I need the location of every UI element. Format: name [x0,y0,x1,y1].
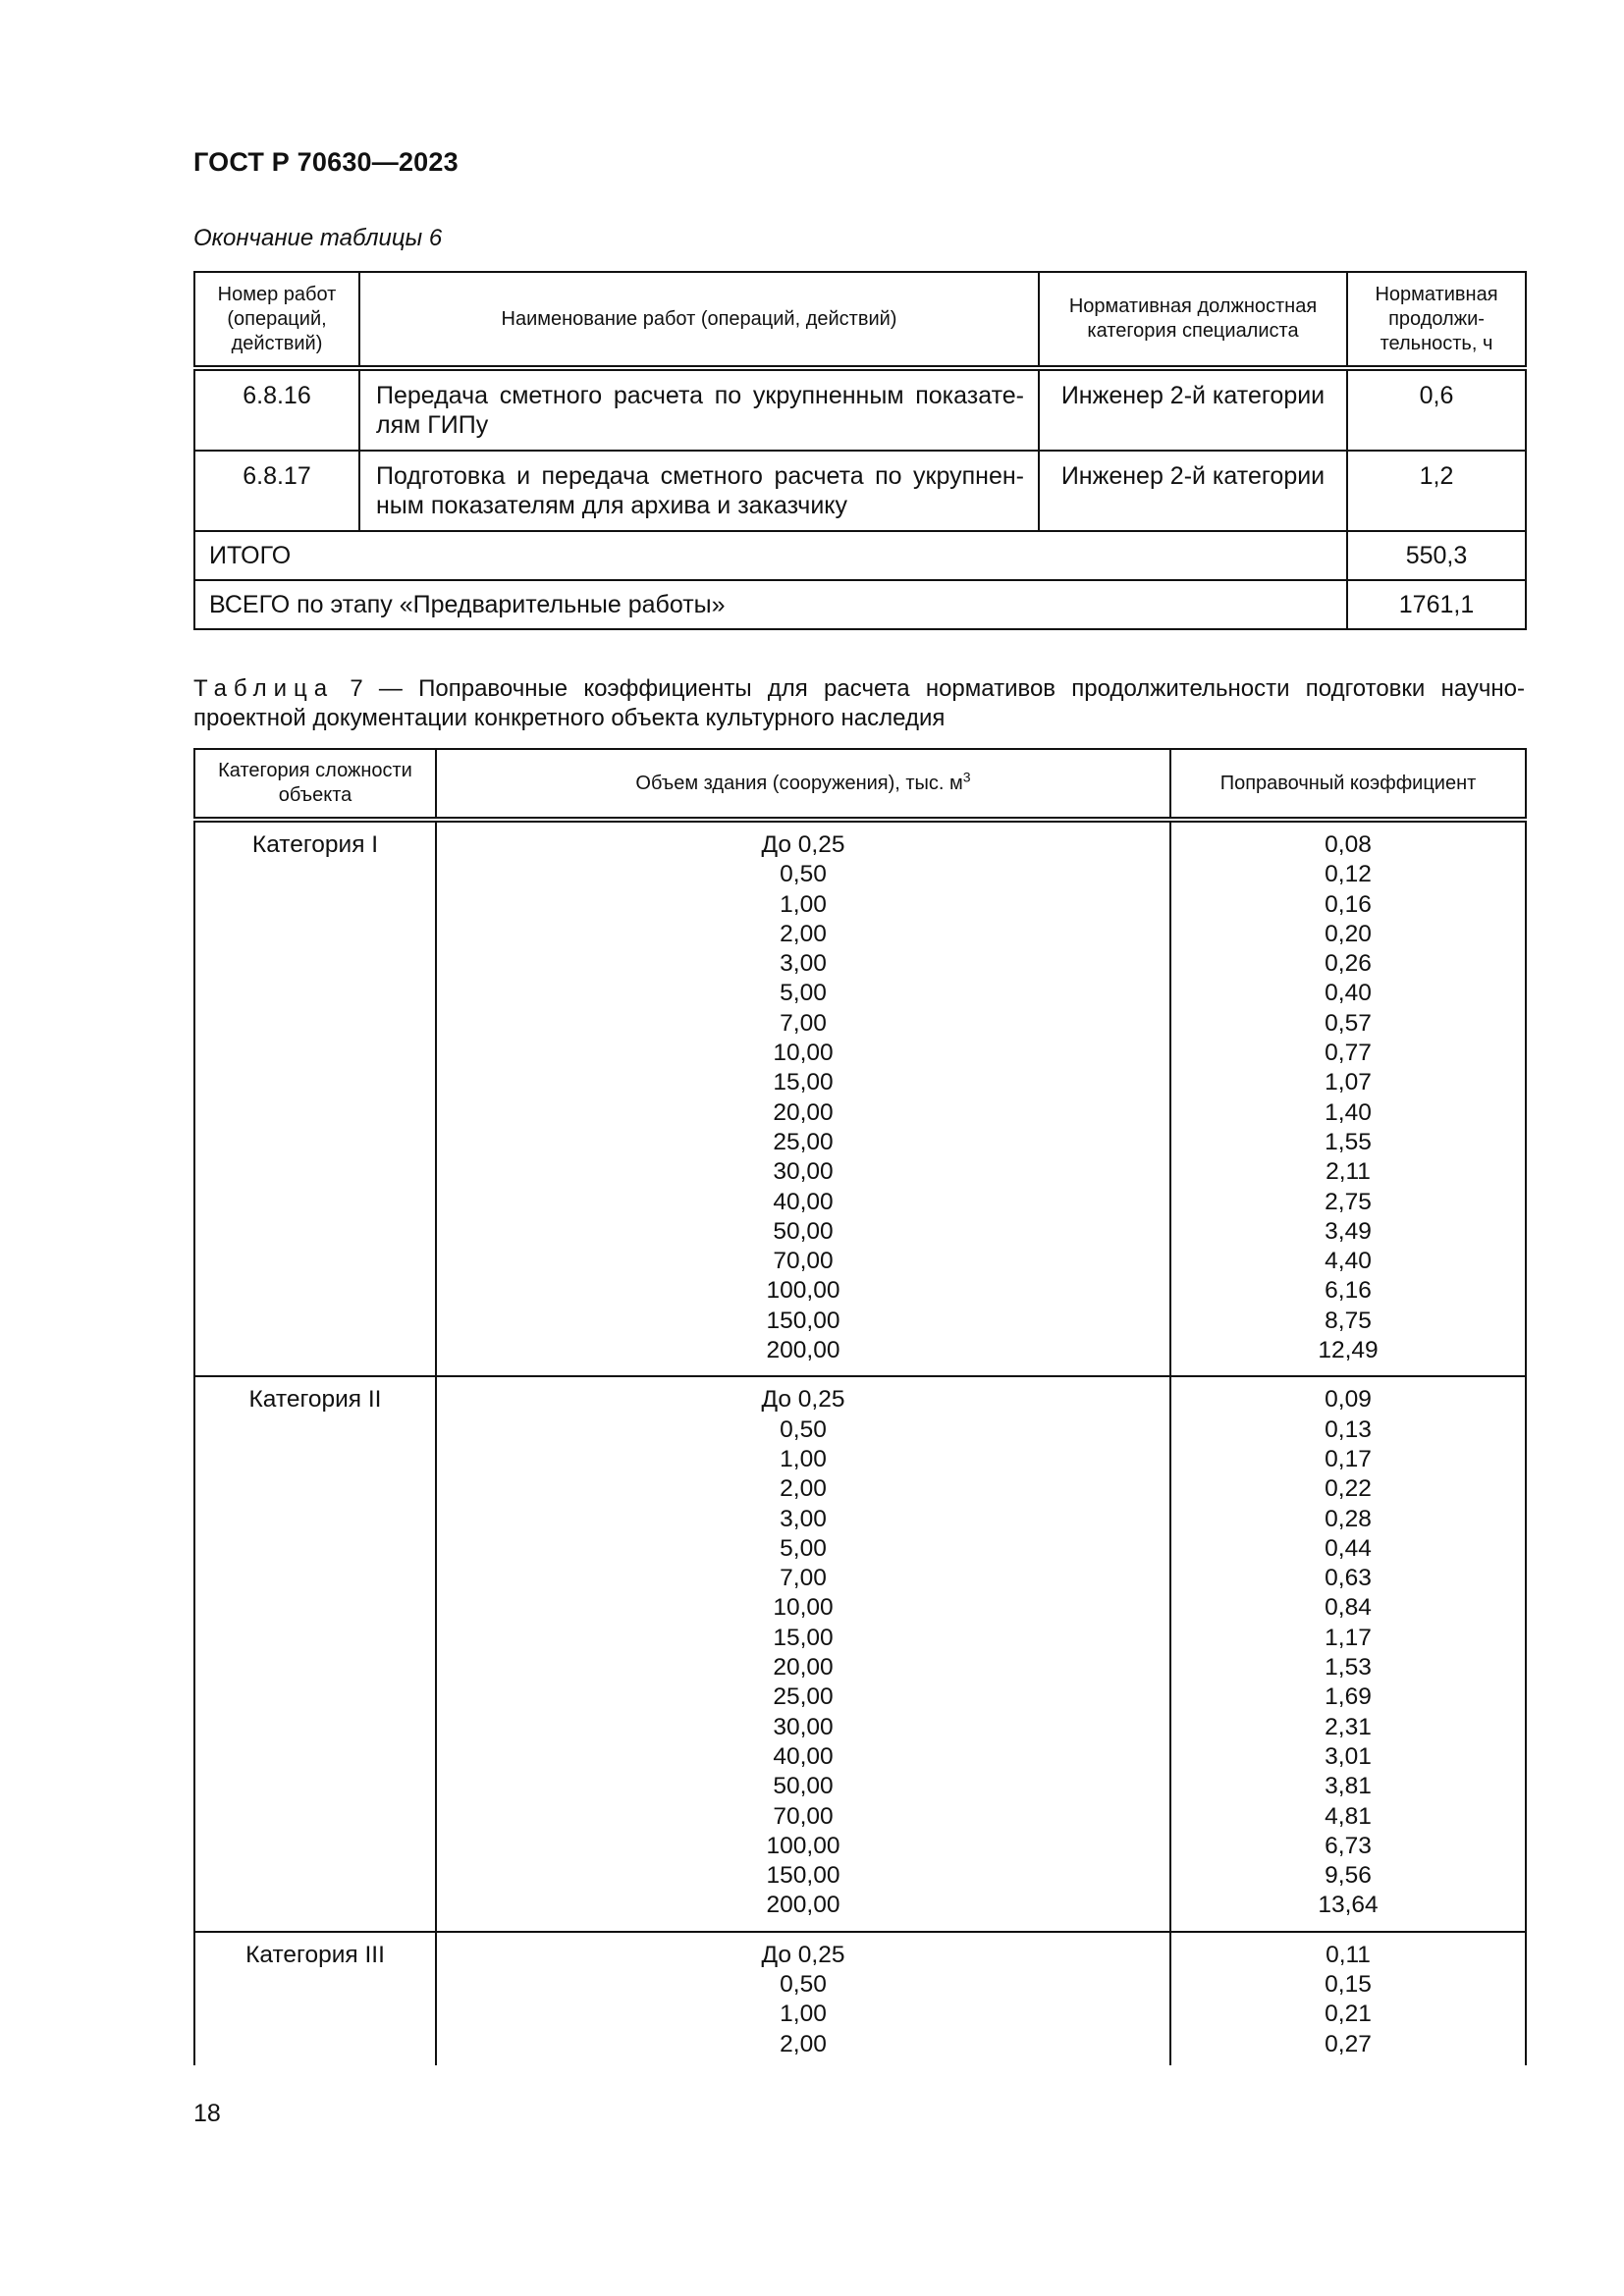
total-value: 1761,1 [1347,580,1526,629]
table-6 [193,271,1527,630]
standard-title: ГОСТ Р 70630—2023 [193,147,459,177]
work-number: 6.8.16 [194,368,359,451]
coefficient-value: 0,44 [1325,1534,1372,1562]
coefficient-cell [1170,820,1526,1376]
volume-value: 150,00 [766,1307,840,1334]
table7-caption [193,674,1525,733]
table7-header-volume [436,749,1170,820]
coefficient-value: 0,22 [1325,1475,1372,1503]
volume-value: 0,50 [780,1415,827,1443]
table7-header-volume-text: Объем здания (сооружения), тыс. м [635,772,963,794]
table6-header-name: Наименование работ (операций, действий) [359,272,1039,368]
volume-value: 2,00 [780,2030,827,2057]
coefficient-value: 0,20 [1325,920,1372,947]
category-label: Категория III [245,1941,385,1968]
volume-value: 25,00 [773,1683,834,1711]
volume-value: 25,00 [773,1128,834,1155]
category-cell [194,820,436,1376]
volume-value: До 0,25 [761,1941,845,1968]
coefficient-value: 4,40 [1325,1248,1372,1275]
coefficient-value: 1,17 [1325,1624,1372,1651]
coefficient-value: 0,09 [1325,1386,1372,1414]
table-row [194,368,1526,451]
volume-cell [436,1376,1170,1931]
table6-header-category: Нормативная должностная категория специалиста [1039,272,1347,368]
volume-value: 100,00 [766,1832,840,1859]
coefficient-value: 0,26 [1325,950,1372,978]
coefficient-cell [1170,1932,1526,2065]
coefficient-value: 1,69 [1325,1683,1372,1711]
volume-value: 150,00 [766,1862,840,1890]
coefficient-value: 0,40 [1325,980,1372,1007]
volume-value: 1,00 [780,2001,827,2028]
volume-cell [436,820,1170,1376]
volume-value: 3,00 [780,1505,827,1532]
volume-value: 15,00 [773,1624,834,1651]
specialist-category: Инженер 2-й категории [1039,368,1347,451]
volume-value: 1,00 [780,890,827,918]
coefficient-cell [1170,1376,1526,1931]
table7-header-coefficient: Поправочный коэффициент [1170,749,1526,820]
coefficient-value: 0,84 [1325,1594,1372,1622]
coefficient-value: 2,11 [1326,1158,1371,1186]
volume-value: 70,00 [773,1248,834,1275]
volume-value: 2,00 [780,1475,827,1503]
table7-caption-text: 7 — Поправочные коэффициенты для расчета нормативов продолжительности подготовки научно-проектной документации конкретного объекта культурного наследия [193,675,1525,731]
category-cell [194,1376,436,1931]
coefficient-value: 0,27 [1325,2030,1372,2057]
volume-value: 30,00 [773,1713,834,1740]
volume-value: 3,00 [780,950,827,978]
table6-header-duration: Нормативная продолжи-тельность, ч [1347,272,1526,368]
table6-header-row [194,272,1526,368]
total-label: ВСЕГО по этапу «Предварительные работы» [194,580,1347,629]
volume-value: 5,00 [780,980,827,1007]
table6-header-number: Номер работ (операций, действий) [194,272,359,368]
specialist-category: Инженер 2-й категории [1039,451,1347,531]
volume-value: 20,00 [773,1098,834,1126]
coefficient-value: 3,49 [1325,1217,1372,1245]
coefficient-value: 3,81 [1325,1773,1372,1800]
work-duration: 1,2 [1347,451,1526,531]
category-group-row [194,820,1526,1376]
table-row [194,451,1526,531]
table6-continuation-caption: Окончание таблицы 6 [193,225,443,251]
coefficient-value: 0,57 [1325,1009,1372,1037]
subtotal-row [194,531,1526,580]
coefficient-value: 9,56 [1325,1862,1372,1890]
subtotal-value: 550,3 [1347,531,1526,580]
volume-value: До 0,25 [761,1386,845,1414]
volume-cell [436,1932,1170,2065]
coefficient-value: 1,07 [1325,1069,1372,1096]
table7-header-row [194,749,1526,820]
volume-value: 7,00 [780,1009,827,1037]
coefficient-value: 1,55 [1325,1128,1372,1155]
total-row [194,580,1526,629]
volume-value: 30,00 [773,1158,834,1186]
subtotal-label: ИТОГО [194,531,1347,580]
coefficient-value: 6,73 [1325,1832,1372,1859]
coefficient-value: 0,12 [1325,861,1372,888]
volume-value: 40,00 [773,1742,834,1770]
table-7 [193,748,1527,2065]
coefficient-value: 2,31 [1325,1713,1372,1740]
coefficient-value: 0,15 [1325,1970,1372,1998]
coefficient-value: 1,40 [1325,1098,1372,1126]
coefficient-value: 12,49 [1318,1337,1379,1364]
coefficient-value: 0,08 [1325,831,1372,858]
table7-caption-word: Таблица [193,675,335,702]
coefficient-value: 3,01 [1325,1742,1372,1770]
category-group-row [194,1932,1526,2065]
volume-value: 1,00 [780,1445,827,1472]
coefficient-value: 4,81 [1325,1802,1372,1830]
coefficient-value: 0,17 [1325,1445,1372,1472]
coefficient-value: 0,63 [1325,1565,1372,1592]
work-name: Подготовка и передача сметного расчета по укрупнен-ным показателям для архива и заказчику [359,451,1039,531]
coefficient-value: 8,75 [1325,1307,1372,1334]
coefficient-value: 0,16 [1325,890,1372,918]
coefficient-value: 2,75 [1325,1188,1372,1215]
table7-header-volume-sup: 3 [962,768,971,784]
volume-value: 5,00 [780,1534,827,1562]
volume-value: 50,00 [773,1773,834,1800]
volume-value: 200,00 [766,1337,840,1364]
volume-value: 100,00 [766,1277,840,1305]
category-cell [194,1932,436,2065]
category-group-row [194,1376,1526,1931]
volume-value: 50,00 [773,1217,834,1245]
volume-value: 7,00 [780,1565,827,1592]
volume-value: 0,50 [780,1970,827,1998]
category-label: Категория I [251,831,379,858]
coefficient-value: 13,64 [1318,1892,1379,1919]
coefficient-value: 0,28 [1325,1505,1372,1532]
work-number: 6.8.17 [194,451,359,531]
coefficient-value: 0,13 [1325,1415,1372,1443]
coefficient-value: 0,77 [1325,1040,1372,1067]
volume-value: 20,00 [773,1654,834,1682]
volume-value: 2,00 [780,920,827,947]
work-duration: 0,6 [1347,368,1526,451]
volume-value: 10,00 [773,1594,834,1622]
volume-value: 70,00 [773,1802,834,1830]
page-number: 18 [193,2100,221,2127]
volume-value: 15,00 [773,1069,834,1096]
volume-value: 0,50 [780,861,827,888]
table7-header-category: Категория сложности объекта [194,749,436,820]
coefficient-value: 0,11 [1326,1941,1371,1968]
work-name: Передача сметного расчета по укрупненным показате-лям ГИПу [359,368,1039,451]
coefficient-value: 6,16 [1325,1277,1372,1305]
volume-value: 200,00 [766,1892,840,1919]
volume-value: 40,00 [773,1188,834,1215]
volume-value: До 0,25 [761,831,845,858]
category-label: Категория II [248,1386,382,1414]
volume-value: 10,00 [773,1040,834,1067]
coefficient-value: 1,53 [1325,1654,1372,1682]
coefficient-value: 0,21 [1325,2001,1372,2028]
